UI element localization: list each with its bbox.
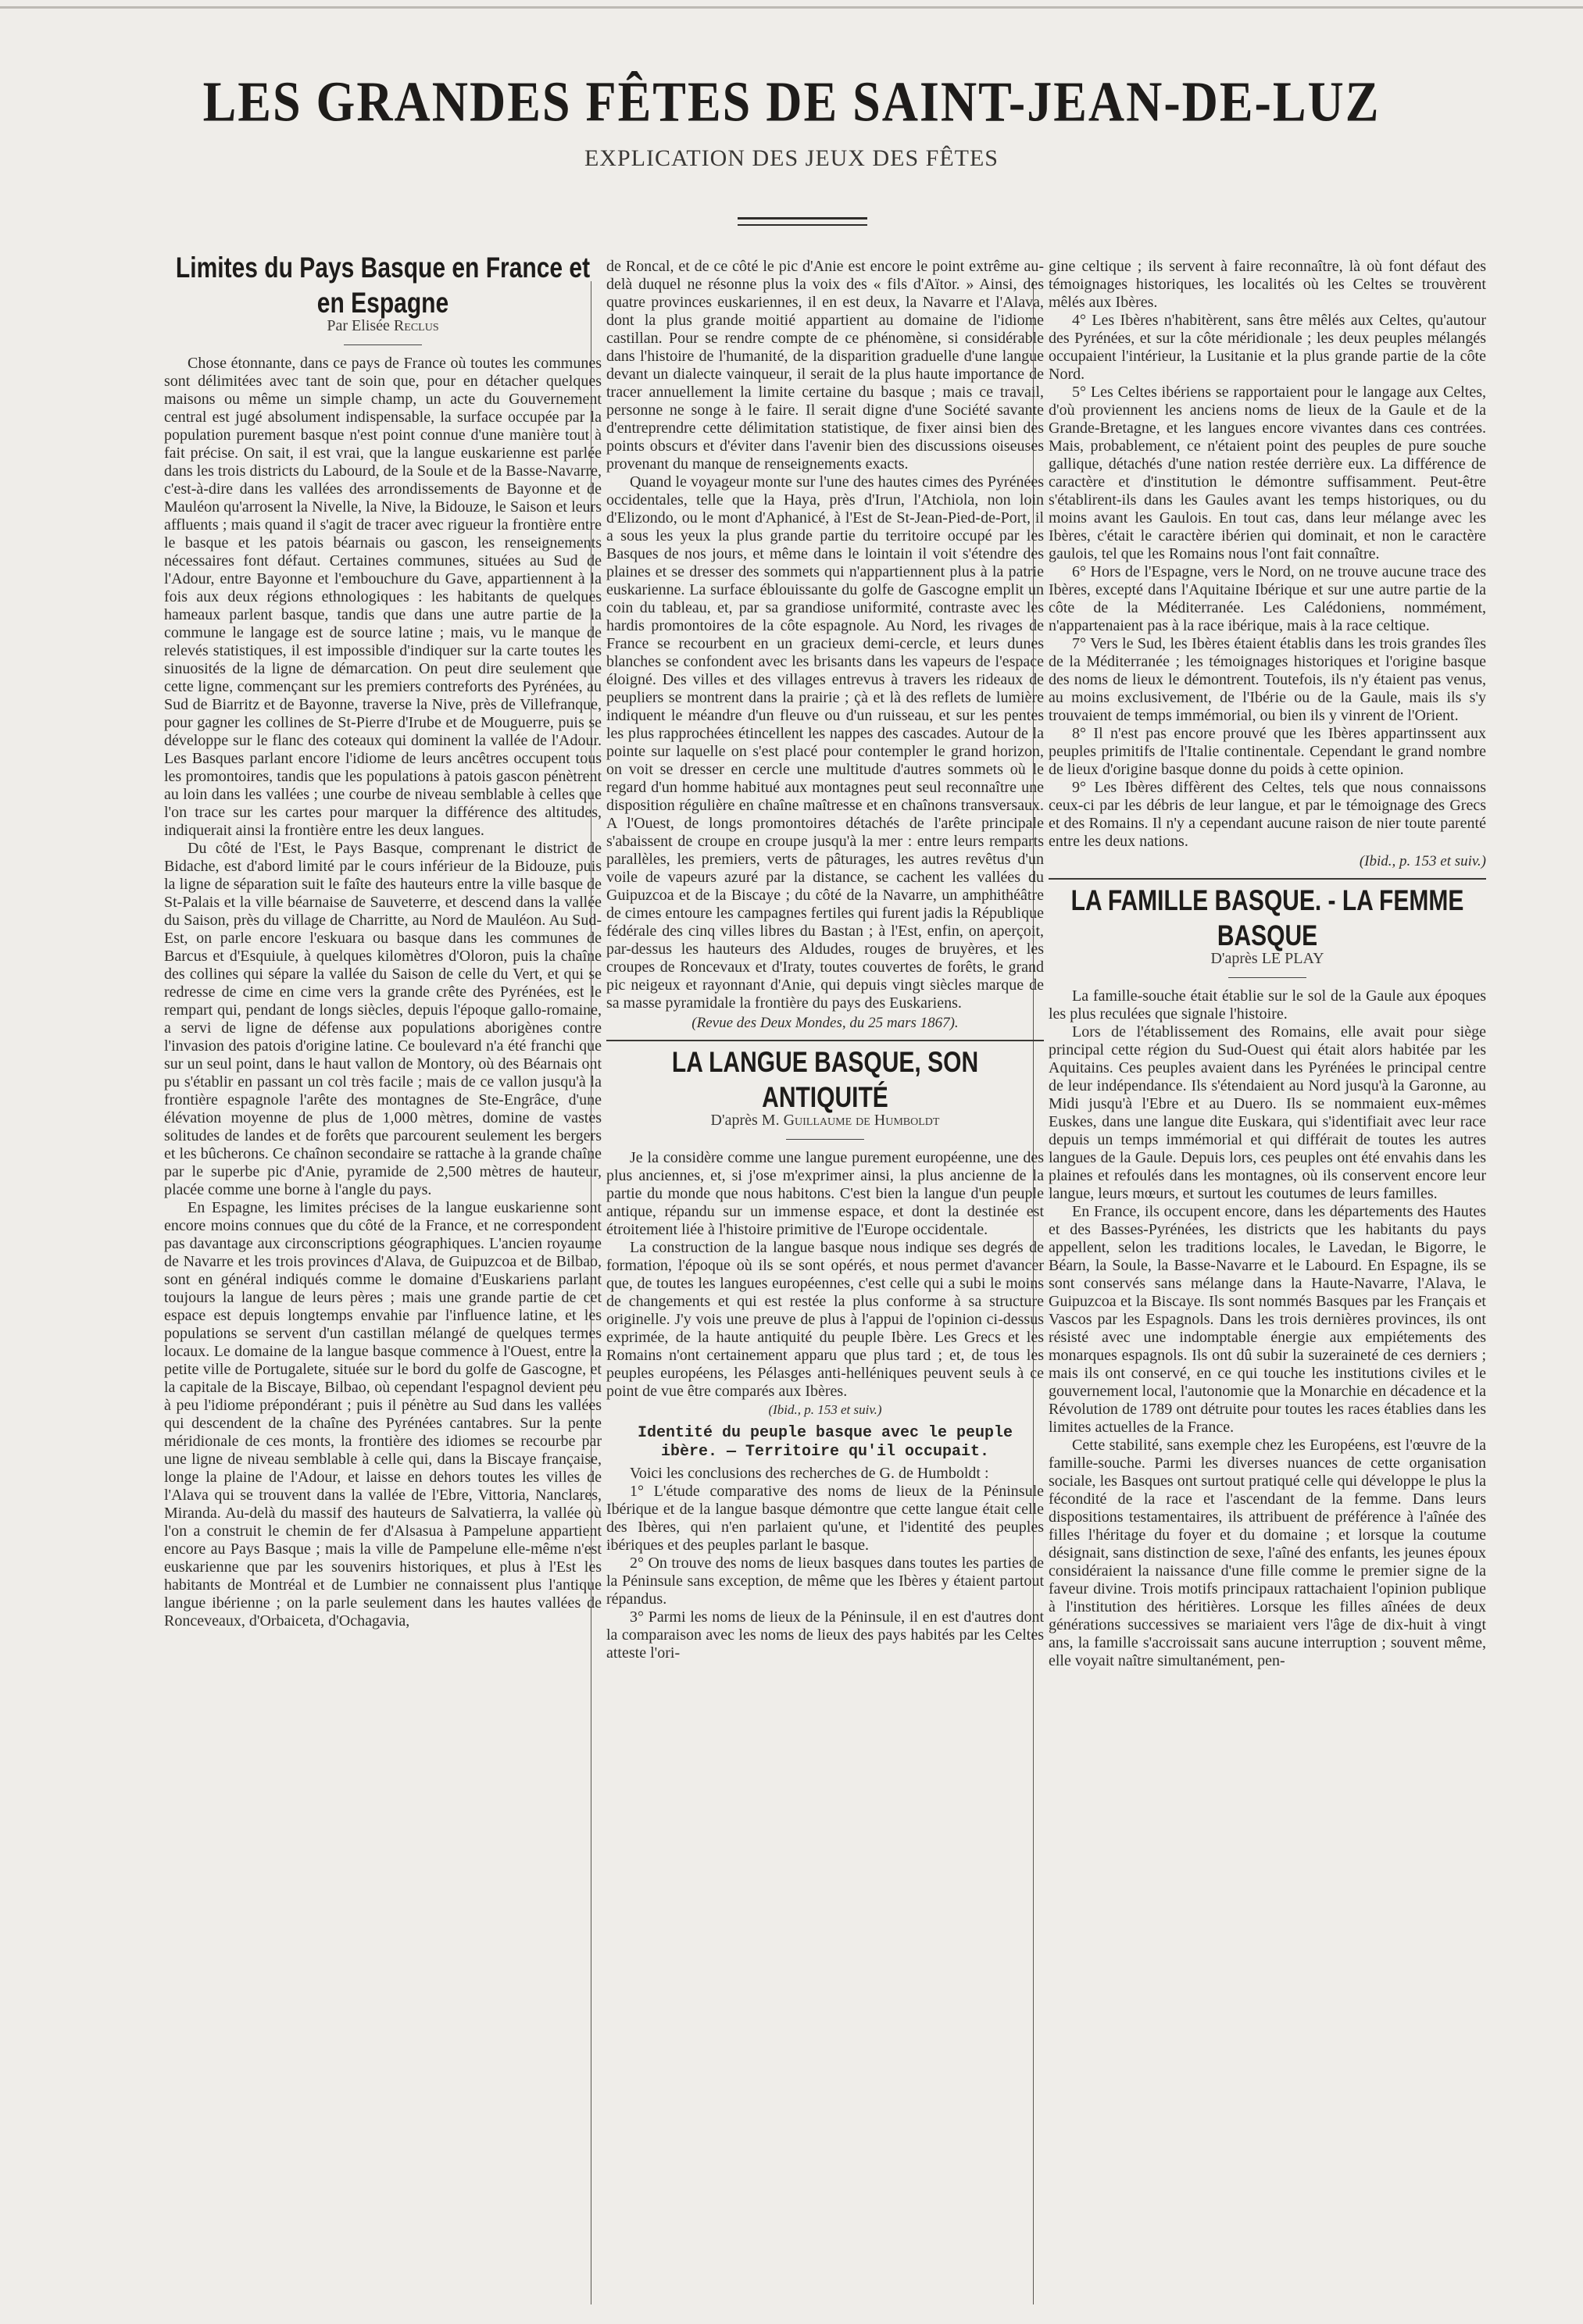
paragraph: 6° Hors de l'Espagne, vers le Nord, on ne trouve aucune trace des Ibères, excepté dans l'Aquitaine Ibérique et sur une autre partie de la côte de la Méditerranée. Les Calédoniens, nommément, n'appartenaient pas à la race ibérique, mais à la race celtique.	[1049, 563, 1486, 634]
article-title-famille: LA FAMILLE BASQUE. - LA FEMME BASQUE	[1070, 884, 1464, 952]
byline-separator	[786, 1139, 864, 1140]
page-subtitle: EXPLICATION DES JEUX DES FÊTES	[584, 145, 999, 171]
byline-author: Guillaume de Humboldt	[783, 1112, 940, 1129]
paragraph: 8° Il n'est pas encore prouvé que les Ibères appartinssent aux peuples primitifs de l'Italie continentale. Cependant le grand nombre de lieux d'origine basque donne du poids à cette opinion.	[1049, 725, 1486, 778]
column-2	[606, 258, 1044, 1662]
paragraph: 4° Les Ibères n'habitèrent, sans être mêlés aux Celtes, qu'autour des Pyrénées, et sur la côte méridionale ; les deux peuples mélangés occupaient l'intérieur, la Lusitanie et la plus grande partie de la côte Nord.	[1049, 312, 1486, 383]
paragraph: Cette stabilité, sans exemple chez les Européens, est l'œuvre de la famille-souche. Parmi les diverses nuances de cette organisation sociale, les Basques ont surtout pratiqué celle qui développe le plus la fécondité de la race et l'ascendant de la femme. Dans leurs dispositions testamentaires, ils attribuent de préférence à l'aînée des filles l'héritage du foyer et du domaine ; et lorsque la coutume désignait, sans distinction de sexe, l'aîné des enfants, les jeunes époux considéraient la naissance d'une fille comme le premier signe de la faveur divine. Trois motifs principaux rattachaient l'opinion publique à l'institution des héritières. Lorsque les filles aînées de deux générations successives se mariaient vers l'âge de dix-huit à vingt ans, la famille s'accroissait sans aucune interruption ; souvent même, elle voyait naître simultanément, pen-	[1049, 1437, 1486, 1669]
section-rule	[1049, 878, 1486, 880]
paragraph: 9° Les Ibères diffèrent des Celtes, tels que nous connaissons ceux-ci par les débris de leur langue, et par le témoignage des Grecs et des Romains. Il n'y a cependant aucune raison de nier toute parenté entre les deux nations.	[1049, 779, 1486, 850]
paragraph: En France, ils occupent encore, dans les départements des Hautes et des Basses-Pyrénées, les districts que les habitants du pays appellent, selon les traditions locales, le Lavedan, le Bigorre, le Béarn, la Soule, la Basse-Navarre et le Labourd. En Espagne, ils se sont conservés sans mélange dans la Haute-Navarre, l'Alava, le Guipuzcoa et la Biscaye. Ils sont nommés Basques par les Français et Vascos par les Espagnols. Dans les trois dernières provinces, ils ont résisté avec une indomptable énergie aux empiétements des monarques espagnols. Ils ont dû subir la suzeraineté de ces derniers ; mais ils ont conservé, en ce qui touche les institutions civiles et le gouvernement local, l'autonomie que la Monarchie en décadence et la Révolution de 1789 ont détruite pour toutes les races établies dans les limites actuelles de la France.	[1049, 1203, 1486, 1436]
paragraph: En Espagne, les limites précises de la langue euskarienne sont encore moins connues que du côté de la France, et ne correspondent pas davantage aux circonscriptions géographiques. L'ancien royaume de Navarre et les trois provinces d'Alava, de Guipuzcoa et de Bilbao, sont en général indiqués comme le domaine d'Euskariens parlant toujours la langue de leurs pères ; mais une grande partie de cet espace est depuis longtemps envahie par l'influence latine, et les populations se servent d'un castillan mélangé de quelques termes locaux. Le domaine de la langue basque commence à l'Ouest, entre la petite ville de Portugalete, située sur le bord du golfe de Gascogne, et la capitale de la Biscaye, Bilbao, où cependant l'espagnol devient peu à peu l'idiome prépondérant ; puis il pénètre au Sud dans les vallées qui descendent de la chaîne des Pyrénées cantabres. Sur la pente méridionale de ces monts, la frontière des idiomes se recourbe par une ligne de niveau semblable à celle qui, dans la Biscaye française, longe la plaine de l'Adour, et laisse en dehors toutes les villes de l'Alava qui se trouvent dans la vallée de l'Ebre, Vittoria, Nanclares, Miranda. Au-delà du massif des hauteurs de Salvatierra, la vallée où l'on a construit le chemin de fer d'Alsasua à Pampelune appartient encore au Pays Basque ; mais la ville de Pampelune elle-même n'est euskarienne que par les souvenirs historiques, et plus à l'Est les habitants de Montréal et de Lumbier ne connaissent plus l'antique langue ibérienne ; on la parle seulement dans les hautes vallées de Ronceveaux, d'Orbaiceta, d'Ochagavia,	[164, 1199, 602, 1630]
article-title-limites: Limites du Pays Basque en France et en Espagne	[175, 252, 591, 320]
source-citation: (Revue des Deux Mondes, du 25 mars 1867).	[691, 1015, 959, 1031]
article-title-langue: LA LANGUE BASQUE, SON ANTIQUITÉ	[671, 1046, 979, 1114]
byline-prefix: Par Elisée	[327, 317, 390, 334]
paragraph: 5° Les Celtes ibériens se rapportaient pour le langage aux Celtes, d'où proviennent les anciens noms de lieux de la Gaule et de la Grande-Bretagne, et les langues encore vivantes dans ces contrées. Mais, probablement, ce n'étaient point des peuples de pure souche gallique, détachés d'une nation restée derrière eux. La différence de caractère et d'institution le démontre suffisamment. Peut-être s'établirent-ils dans les Gaules avant les temps historiques, ou du moins avant les Gaulois. En tout cas, dans leur mélange avec les Ibères, c'était le caractère ibérien qui dominait, et non le caractère gaulois, tel que les Romains nous l'ont fait connaître.	[1049, 384, 1486, 562]
byline-author: Reclus	[393, 317, 439, 334]
paragraph: Voici les conclusions des recherches de G. de Humboldt :	[630, 1465, 989, 1482]
paragraph: Du côté de l'Est, le Pays Basque, comprenant le district de Bidache, est d'abord limité par le cours inférieur de la Bidouze, puis la ligne de séparation suit le faîte des hauteurs entre la ville basque de St-Palais et la ville béarnaise de Sauveterre, et descend dans la vallée du Saison, près du village de Charritte, au Nord de Mauléon. Au Sud-Est, on parle encore l'eskuara ou basque dans les communes de Barcus et d'Esquiule, à quelques kilomètres d'Oloron, puis la chaîne des collines qui sépare la vallée du Saison de celle du Vert, et qui se redresse de cime en cime vers la grande crête des Pyrénées, est le rempart qui, pendant de longs siècles, depuis l'époque gallo-romaine, a servi de ligne de défense aux populations aborigènes contre l'invasion des patois d'origine latine. Ce boulevard n'a été franchi que sur un seul point, dans le haut vallon de Montory, où des Béarnais ont pu s'établir en passant un col très facile ; mais de ce vallon jusqu'à la frontière espagnole l'arête des montagnes de Ste-Engrâce, d'une élévation moyenne de plus de 1,000 mètres, domine de vastes solitudes de landes et de forêts que parcourent seulement les bergers et les bûcherons. Ce chaînon secondaire se rattache à la grande chaîne par le superbe pic d'Anie, pyramide de 2,500 mètres de hauteur, placée comme une borne à l'angle du pays.	[164, 840, 602, 1198]
paragraph: Je la considère comme une langue purement européenne, une des plus anciennes, et, si j'ose m'exprimer ainsi, la plus ancienne de la partie du monde que nous habitons. C'est bien la langue d'un peuple antique, répandu sur un immense espace, et dont la destinée est étroitement liée à l'histoire primitive de l'Europe occidentale.	[606, 1149, 1044, 1238]
page-title: LES GRANDES FÊTES DE SAINT-JEAN-DE-LUZ	[202, 70, 1381, 134]
subheading: Identité du peuple basque avec le peuple ibère. — Territoire qu'il occupait.	[637, 1424, 1013, 1461]
paragraph: 2° On trouve des noms de lieux basques dans toutes les parties de la Péninsule sans exception, de même que les Ibères y étaient partout répandus.	[606, 1555, 1044, 1608]
section-rule	[606, 1040, 1044, 1041]
column-1	[164, 252, 602, 1630]
paragraph: de Roncal, et de ce côté le pic d'Anie est encore le point extrême au-delà duquel ne résonne plus la voix des « fils d'Aïtor. » Ainsi, des quatre provinces euskariennes, il en est deux, la Navarre et l'Alava, dont la plus grande moitié appartient au domaine de l'idiome castillan. Pour se rendre compte de ce phénomène, si considérable dans l'histoire de l'humanité, de la disparition graduelle d'une langue devant un dialecte vainqueur, il serait de la plus haute importance de tracer annuellement la limite certaine du basque ; mais ce travail, personne ne songe à le faire. Il serait digne d'une Société savante d'entreprendre cette délimitation statistique, de fixer ainsi bien des points obscurs et d'éviter dans l'avenir bien des discussions oiseuses provenant du manque de renseignements exacts.	[606, 258, 1044, 473]
paragraph: La construction de la langue basque nous indique ses degrés de formation, l'époque où ils se sont opérés, et nous permet d'avancer que, de toutes les langues européennes, c'est celle qui a subi le moins de changements et qui est restée la plus conforme à sa structure originelle. J'y vois une preuve de plus à l'appui de l'opinion ci-dessus exprimée, de la haute antiquité du peuple Ibère. Les Grecs et les Romains n'ont certainement apparu que plus tard ; et, de tous les peuples européens, les Pélasges anti-helléniques peuvent seuls à ce point de vue être comparés aux Ibères.	[606, 1239, 1044, 1400]
paragraph: 3° Parmi les noms de lieux de la Péninsule, il en est d'autres dont la comparaison avec les noms de lieux des pays habités par les Celtes atteste l'ori-	[606, 1608, 1044, 1662]
article-byline-famille: D'après LE PLAY	[1210, 950, 1324, 967]
source-citation: (Ibid., p. 153 et suiv.)	[768, 1402, 882, 1417]
top-border-rule	[0, 6, 1583, 9]
paragraph: Chose étonnante, dans ce pays de France où toutes les communes sont délimitées avec tant de soin que, pour en détacher quelques maisons ou même un simple champ, un acte du Gouvernement central est jugé absolument indispensable, la surface occupée par la population purement basque n'est point connue d'une manière tout à fait précise. On sait, il est vrai, que la langue euskarienne est parlée dans les trois districts du Labourd, de la Soule et de la Basse-Navarre, c'est-à-dire dans les vallées des arrondissements de Bayonne et de Mauléon qu'arrosent la Nivelle, la Nive, la Bidouze, le Saison et leurs affluents ; mais quand il s'agit de tracer avec rigueur la frontière entre le basque et les patois béarnais ou gascon, les renseignements nécessaires font défaut. Certaines communes, situées au Sud de l'Adour, entre Bayonne et l'embouchure du Gave, appartiennent à la fois aux deux régions ethnologiques : les habitants de quelques hameaux parlent basque, tandis que dans une autre partie de la commune le langage est de source latine ; mais, vu le manque de relevés statistiques, il est impossible d'indiquer sur la carte toutes les sinuosités de la ligne de démarcation. On peut dire seulement que cette ligne, commençant sur les premiers contreforts des Pyrénées, au Sud de Biarritz et de Bayonne, traverse la Nive, près de Villefranque, pour gagner les collines de St-Pierre d'Irube et de Mouguerre, puis se développe sur le flanc des coteaux qui dominent la vallée de l'Adour. Les Basques parlant encore l'idiome de leurs ancêtres occupent tous les promontoires, tandis que les populations à patois gascon pénètrent au loin dans les vallées ; une courbe de niveau semblable à celles que l'on trace sur les cartes pour marquer la différence des altitudes, indiquerait ainsi la frontière entre les deux langues.	[164, 355, 602, 839]
title-divider	[738, 217, 867, 226]
paragraph: 7° Vers le Sud, les Ibères étaient établis dans les trois grandes îles de la Méditerranée ; les témoignages historiques et l'origine basque des noms de lieux le démontrent. Toutefois, ils n'y étaient pas venus, au moins exclusivement, de l'Ibérie ou de la Gaule, mais ils s'y trouvaient de temps immémorial, ou bien ils y vinrent de l'Orient.	[1049, 635, 1486, 724]
paragraph: Lors de l'établissement des Romains, elle avait pour siège principal cette région du Sud-Ouest qui était alors habitée par les Aquitains. Ces peuples avaient dans les Pyrénées le principal centre de leur indépendance. Ils s'étendaient au Nord jusqu'à la Garonne, au Midi jusqu'à l'Ebre et au Duero. Ils se nommaient eux-mêmes Euskes, dans une langue dite Euskara, qui s'identifiait avec leur race depuis un temps immémorial et qui différait de toutes les autres langues de la Gaule. Depuis lors, ces peuples ont été envahis dans les plaines et refoulés dans les montagnes, où ils conservent encore leur langue, leurs mœurs, et surtout les coutumes de leurs familles.	[1049, 1023, 1486, 1202]
byline-prefix: D'après M.	[710, 1112, 780, 1129]
paragraph: gine celtique ; ils servent à faire reconnaître, là où font défaut des témoignages historiques, les localités où les Celtes se trouvèrent mêlés aux Ibères.	[1049, 258, 1486, 311]
column-3	[1049, 258, 1486, 1670]
byline-separator	[344, 344, 422, 345]
paragraph: 1° L'étude comparative des noms de lieux de la Péninsule Ibérique et de la langue basque démontre que cette langue était celle des Ibères, qui n'en parlaient qu'une, et l'identité des peuples ibériques et des peuples parlant le basque.	[606, 1483, 1044, 1554]
paragraph: La famille-souche était établie sur le sol de la Gaule aux époques les plus reculées que signale l'histoire.	[1049, 987, 1486, 1023]
paragraph: Quand le voyageur monte sur l'une des hautes cimes des Pyrénées occidentales, telle que la Haya, près d'Irun, l'Atchiola, non loin d'Elizondo, ou le mont d'Aphanicé, à l'Est de St-Jean-Pied-de-Port, il a sous les yeux la plus grande partie du territoire occupé par les Basques de nos jours, et même dans le lointain il voit s'étendre des plaines et se dresser des sommets qui n'appartiennent plus à la patrie euskarienne. La surface éblouissante du golfe de Gascogne emplit un coin du tableau, et, par sa grandiose uniformité, contraste avec les hardis promontoires de la côte espagnole. Au Nord, les rivages de France se recourbent en un gracieux demi-cercle, et leurs dunes blanches se confondent avec les brisants dans les vapeurs de l'espace éloigné. Des villes et des villages entrevus à travers les rideaux de peupliers se montrent dans la prairie ; çà et là des reflets de lumière indiquent le méandre d'un fleuve ou d'un ruisseau, et sur les pentes les plus rapprochées étincellent les nappes des cascades. Autour de la pointe sur laquelle on s'est placé pour contempler le grand horizon, on voit se dresser en cercle une multitude d'autres sommets où le regard d'un homme habitué aux montagnes peut seul reconnaître une disposition régulière en chaîne maîtresse et en chaînons transversaux. A l'Ouest, de longs promontoires détachés de l'arête principale s'abaissent de croupe en croupe jusqu'à la mer : entre leurs remparts parallèles, les premiers, verts de pâturages, les autres revêtus d'un voile de vapeurs azuré par la distance, se cachent les vallées du Guipuzcoa et de la Biscaye ; du côté de la Navarre, un amphithéâtre de cimes entoure les campagnes fertiles qui furent jadis la République fédérale des cinq villes libres du Bastan ; à l'Est, enfin, on aperçoit, par-dessus les hauteurs des Aldudes, rouges de bruyères, et les croupes de Roncevaux et d'Iraty, toutes couvertes de forêts, le grand pic neigeux et rayonnant d'Anie, qui depuis vingt siècles marque de sa masse pyramidale la frontière du pays des Euskariens.	[606, 473, 1044, 1012]
source-citation: (Ibid., p. 153 et suiv.)	[1359, 853, 1486, 869]
byline-separator	[1228, 977, 1306, 978]
